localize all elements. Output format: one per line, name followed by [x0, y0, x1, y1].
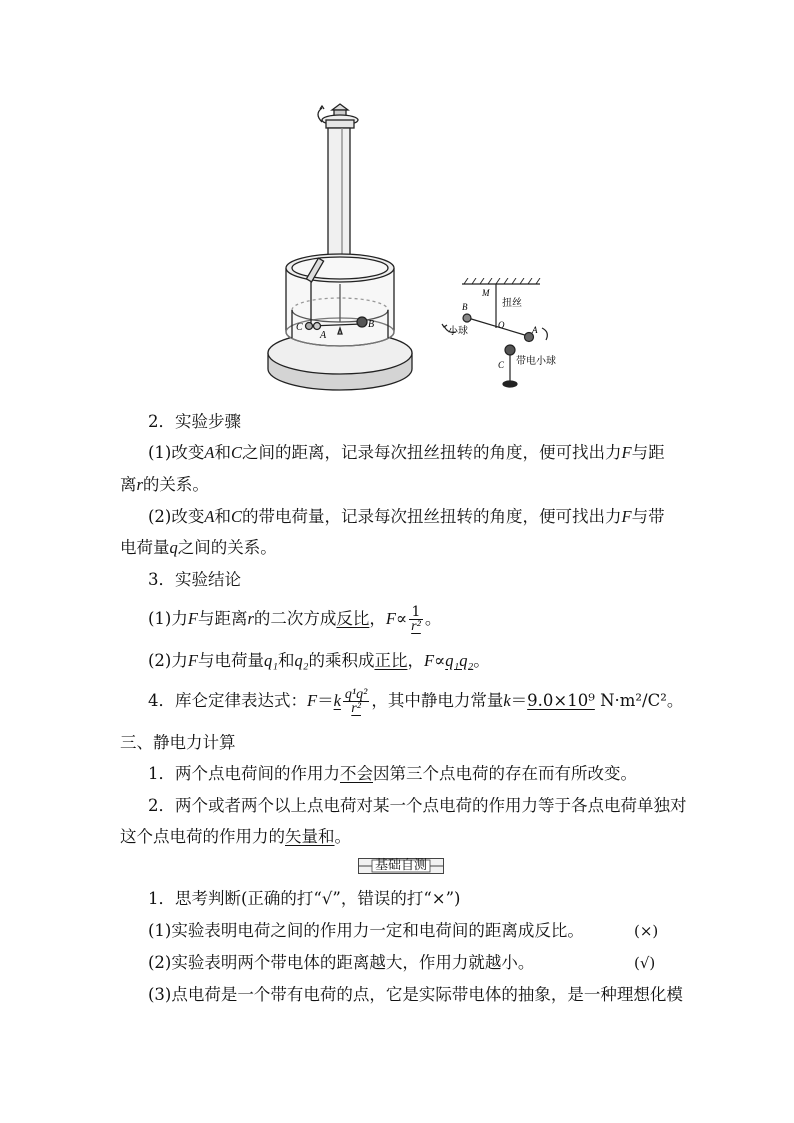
torsion-balance-figure — [262, 98, 418, 396]
step-1-line-1: (1)改变A和C之间的距离，记录每次扭丝扭转的角度，便可找出力F与距 — [148, 443, 665, 462]
step-1-line-2: 离r的关系。 — [120, 475, 209, 494]
banner-label: 基础自测 — [374, 858, 427, 873]
label-o: O — [498, 320, 505, 330]
quiz-item-2: (2)实验表明两个带电体的距离越大，作用力就越小。 — [148, 953, 535, 972]
step-2-line-2: 电荷量q之间的关系。 — [120, 538, 277, 557]
quiz-item-3: (3)点电荷是一个带有电荷的点，它是实际带电体的抽象，是一种理想化模 — [148, 985, 683, 1004]
quiz-answer-1: (×) — [634, 922, 659, 940]
label-m: M — [482, 288, 490, 298]
label-a: A — [532, 325, 538, 335]
quiz-instruction: 1．思考判断(正确的打“√”，错误的打“×”) — [148, 889, 461, 908]
quiz-answer-2: (√) — [634, 954, 656, 972]
calc-2-line-2: 这个点电荷的作用力的矢量和。 — [120, 827, 351, 846]
label-c-left: C — [296, 322, 303, 333]
basic-self-test-banner — [358, 858, 444, 874]
heading-experiment-conclusion: 3．实验结论 — [148, 570, 241, 589]
coulomb-law-expression: 4．库仑定律表达式：F＝k $\frac{\text{q¹q²}}{\text{r²}}$ ，其中静电力常量k＝9.0×10⁹ N·m²/C²。 — [148, 687, 684, 716]
heading-experiment-steps: 2．实验步骤 — [148, 412, 241, 431]
label-ball: 小球 — [448, 326, 468, 337]
label-a-left: A — [320, 330, 327, 341]
conclusion-2: (2)力F与电荷量q₁和q₂的乘积成正比，F∝q₁q₂。 — [148, 651, 490, 670]
label-wire: 扭丝 — [502, 298, 522, 309]
calc-1: 1．两个点电荷间的作用力不会因第三个点电荷的存在而有所改变。 — [148, 764, 637, 783]
label-charged-ball: 带电小球 — [516, 356, 556, 367]
conclusion-1: (1)力F与距离r的二次方成反比，F∝ $\frac{1}{\text{r²}}$ 。 — [148, 604, 442, 634]
step-2-line-1: (2)改变A和C的带电荷量，记录每次扭丝扭转的角度，便可找出力F与带 — [148, 507, 665, 526]
label-b: B — [462, 302, 468, 312]
label-b-left: B — [368, 319, 375, 330]
label-c: C — [498, 360, 505, 370]
heading-electrostatic-calc: 三、静电力计算 — [120, 733, 236, 752]
quiz-item-1: (1)实验表明电荷之间的作用力一定和电荷间的距离成反比。 — [148, 921, 584, 940]
schematic-figure — [432, 278, 572, 396]
calc-2-line-1: 2．两个或者两个以上点电荷对某一个点电荷的作用力等于各点电荷单独对 — [148, 796, 687, 815]
